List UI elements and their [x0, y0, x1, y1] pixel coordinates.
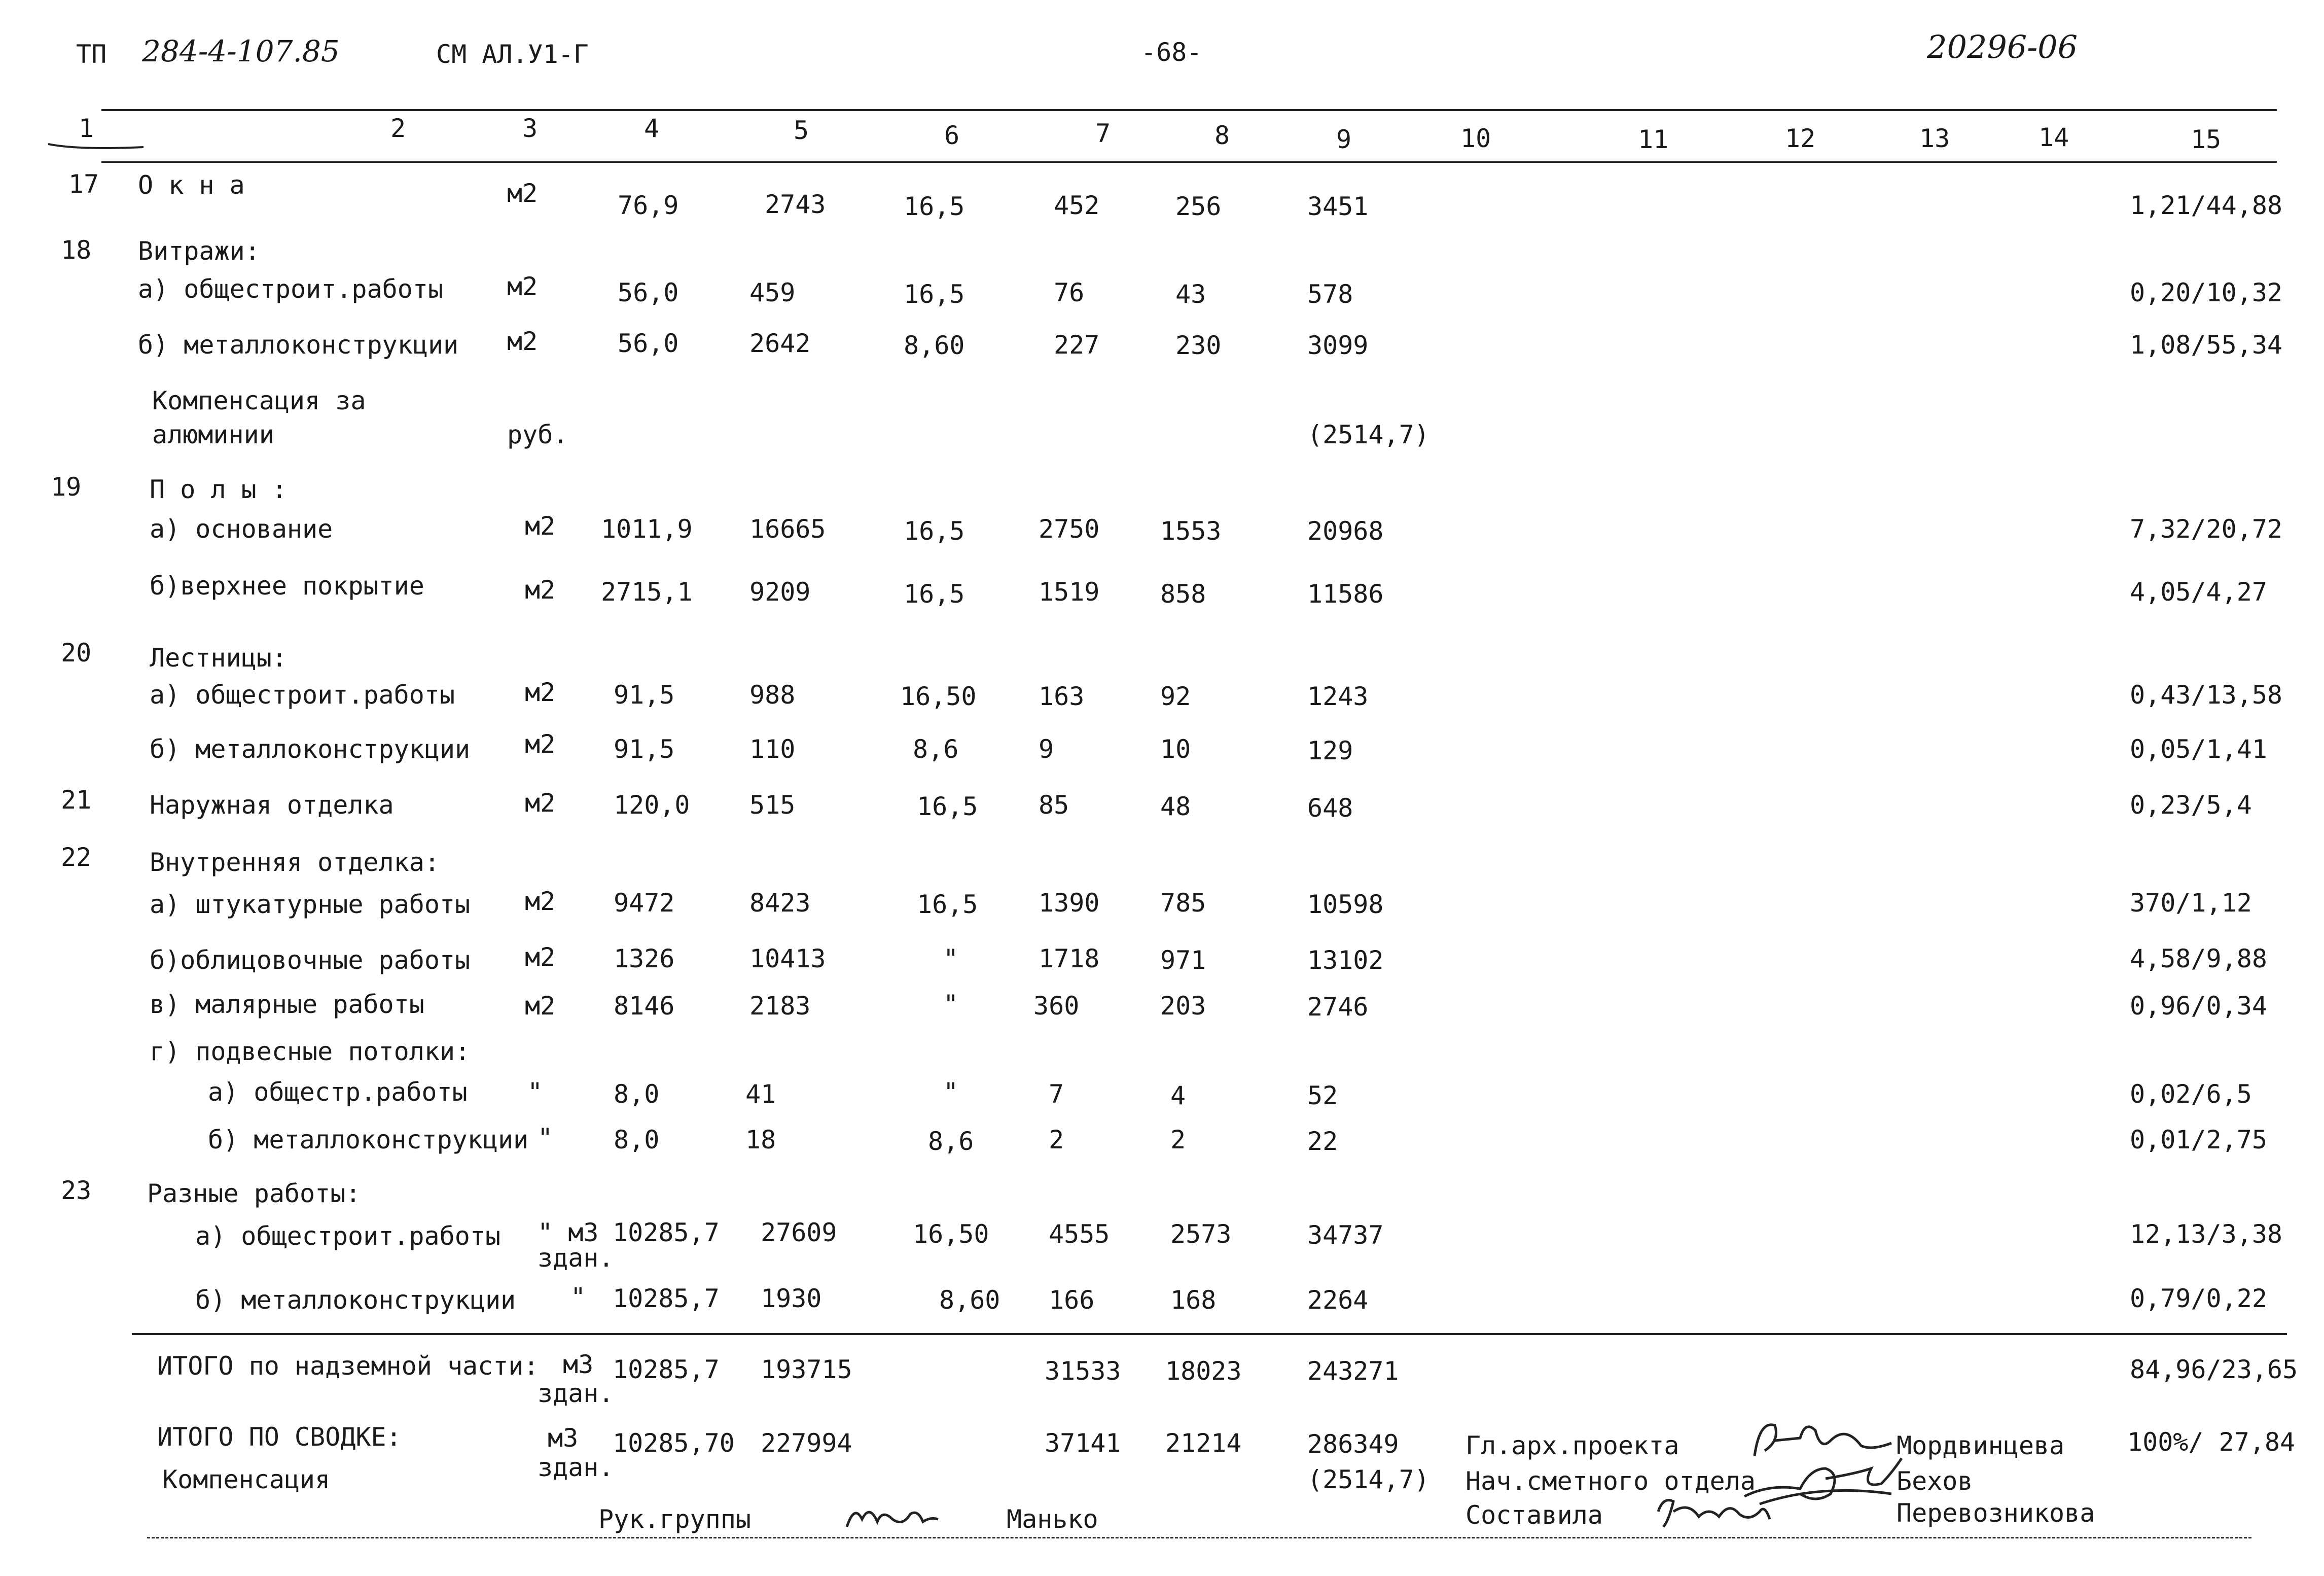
- col-header-7: 7: [1095, 119, 1111, 148]
- group-head-name: Манько: [1007, 1504, 1098, 1534]
- cell-col6: 8,6: [928, 1127, 974, 1156]
- cell-col7: 227: [1054, 330, 1100, 360]
- row-unit: м2: [525, 887, 556, 916]
- header-tp-number: 284-4-107.85: [142, 34, 340, 68]
- cell-col5: 41: [745, 1079, 776, 1109]
- col-header-4: 4: [644, 114, 660, 143]
- cell-col7: 4555: [1049, 1219, 1110, 1249]
- col-header-8: 8: [1214, 121, 1230, 150]
- header-tp: ТП: [76, 40, 107, 69]
- cell-col4: 10285,7: [613, 1284, 720, 1313]
- cell-col8: 2573: [1170, 1219, 1232, 1249]
- cell-col8: 230: [1175, 331, 1222, 360]
- row-unit-line2: здан.: [538, 1243, 614, 1273]
- cell-col15: 0,02/6,5: [2130, 1079, 2252, 1109]
- row-name: а) основание: [150, 514, 333, 544]
- row-number: 19: [51, 472, 82, 502]
- cell-col5: 110: [749, 734, 796, 764]
- cell-col6: 16,5: [904, 279, 965, 309]
- row-name: Лестницы:: [150, 643, 287, 673]
- cell-col5: 227994: [761, 1428, 852, 1458]
- cell-col9: 22: [1307, 1127, 1338, 1156]
- cell-col9: 648: [1307, 793, 1353, 823]
- header-bottom-rule: [101, 161, 2277, 163]
- row-name: а) штукатурные работы: [150, 890, 471, 919]
- cell-col7: 76: [1054, 278, 1085, 307]
- cell-col15: 370/1,12: [2130, 888, 2252, 918]
- cell-col4: 91,5: [614, 680, 675, 710]
- chief-architect-role: Гл.арх.проекта: [1465, 1431, 1679, 1460]
- cell-col8: 48: [1160, 792, 1191, 821]
- cell-col7: 31533: [1045, 1356, 1121, 1386]
- cell-col8: 2: [1170, 1125, 1186, 1154]
- row-name: б) металлоконструкции: [150, 734, 471, 764]
- cell-col9: 11586: [1307, 579, 1384, 609]
- cell-col4: 1326: [614, 944, 675, 973]
- cell-col5: 459: [749, 278, 796, 307]
- cell-col7: 166: [1049, 1285, 1095, 1315]
- cell-col7: 9: [1039, 734, 1054, 764]
- cell-col9: 13102: [1307, 945, 1384, 975]
- cell-col8: 785: [1160, 888, 1206, 918]
- row-unit: ": [527, 1077, 543, 1107]
- totals-rule: [132, 1333, 2287, 1335]
- cell-col7: 2750: [1039, 514, 1100, 544]
- col-header-1: 1: [79, 114, 94, 143]
- page-number: -68-: [1141, 38, 1202, 67]
- cell-col4: 56,0: [618, 329, 679, 358]
- cell-col7: 452: [1054, 191, 1100, 220]
- col-header-15: 15: [2191, 125, 2222, 154]
- row-name-line1: Компенсация за: [152, 386, 366, 415]
- cell-col5: 2743: [765, 190, 826, 219]
- cell-col7: 85: [1039, 790, 1069, 820]
- cell-col6: 16,5: [904, 516, 965, 546]
- col-header-5: 5: [794, 116, 809, 145]
- cell-col9: 129: [1307, 736, 1353, 765]
- cell-col7: 163: [1039, 682, 1085, 711]
- row-unit: м2: [507, 179, 538, 208]
- row-unit: м2: [507, 272, 538, 301]
- row-unit: м2: [525, 942, 556, 972]
- row-name: ИТОГО по надземной части:: [157, 1351, 539, 1381]
- chief-architect-name: Мордвинцева: [1897, 1431, 2065, 1460]
- row-unit-line2: здан.: [538, 1453, 614, 1482]
- row-name: П о л ы :: [150, 475, 287, 504]
- cell-col8: 168: [1170, 1285, 1217, 1315]
- cell-col6: 16,5: [904, 579, 965, 609]
- cell-col5: 1930: [761, 1284, 822, 1313]
- cell-col8: 203: [1160, 991, 1206, 1021]
- cell-col6: ": [943, 990, 959, 1019]
- compiled-role: Составила: [1465, 1500, 1603, 1530]
- col-header-12: 12: [1785, 124, 1816, 153]
- cell-col7: 1718: [1039, 944, 1100, 973]
- cell-col15: 0,20/10,32: [2130, 278, 2283, 307]
- row-name: б) металлоконструкции: [195, 1285, 516, 1315]
- row-name: а) общестроит.работы: [195, 1221, 501, 1251]
- col-header-3: 3: [522, 114, 538, 143]
- cell-col6: 16,50: [913, 1219, 989, 1249]
- cell-col15: 0,01/2,75: [2130, 1125, 2267, 1154]
- cell-col5: 10413: [749, 944, 826, 973]
- cell-col8: 858: [1160, 579, 1206, 609]
- cell-col4: 120,0: [614, 790, 690, 820]
- col-header-6: 6: [944, 121, 960, 150]
- cell-col15: 1,08/55,34: [2130, 330, 2283, 360]
- document-number: 20296-06: [1927, 28, 2078, 65]
- col-header-10: 10: [1460, 124, 1491, 153]
- cell-col6: ": [943, 944, 959, 973]
- cell-col15: 0,96/0,34: [2130, 991, 2267, 1021]
- row-unit: " м3: [538, 1218, 599, 1247]
- row-unit: м2: [525, 991, 556, 1021]
- cell-col15: 84,96/23,65: [2130, 1355, 2298, 1384]
- cell-col6: 8,60: [939, 1285, 1000, 1315]
- cell-col4: 8,0: [614, 1079, 660, 1109]
- cell-col9: 20968: [1307, 516, 1384, 546]
- cell-col4: 10285,70: [613, 1428, 735, 1458]
- row-name: Компенсация: [162, 1465, 331, 1494]
- cell-col7: 2: [1049, 1125, 1064, 1154]
- row-name: б)верхнее покрытие: [150, 571, 424, 601]
- row-unit: м3: [548, 1423, 579, 1453]
- row-name: О к н а: [138, 170, 245, 200]
- cell-col9: 52: [1307, 1081, 1338, 1110]
- cell-col9: 34737: [1307, 1220, 1384, 1250]
- cell-col7: 1519: [1039, 577, 1100, 607]
- cell-col6: 16,50: [900, 682, 977, 711]
- cell-col8: 21214: [1165, 1428, 1242, 1458]
- cell-col4: 9472: [614, 888, 675, 918]
- cell-col4: 10285,7: [613, 1218, 720, 1247]
- cell-col15: 0,79/0,22: [2130, 1284, 2267, 1313]
- cell-col9: 2264: [1307, 1285, 1369, 1315]
- row-name: ИТОГО ПО СВОДКЕ:: [157, 1422, 402, 1452]
- row-unit: ": [538, 1123, 553, 1152]
- cell-col15: 0,05/1,41: [2130, 734, 2267, 764]
- col-header-14: 14: [2039, 123, 2069, 152]
- cell-col6: 16,5: [904, 192, 965, 221]
- cell-col6: 8,60: [904, 331, 965, 360]
- cell-col4: 56,0: [618, 278, 679, 307]
- row-name: б) металлоконструкции: [138, 330, 459, 360]
- row-name-line2: алюминии: [152, 420, 274, 449]
- cell-col8: 971: [1160, 945, 1206, 975]
- group-head-role: Рук.группы: [598, 1504, 752, 1534]
- cell-col9: 10598: [1307, 890, 1384, 919]
- cell-col4: 8,0: [614, 1125, 660, 1154]
- cell-col9: 3451: [1307, 192, 1369, 221]
- row-name: г) подвесные потолки:: [150, 1037, 471, 1066]
- cell-col9: 3099: [1307, 331, 1369, 360]
- cell-col5: 16665: [749, 514, 826, 544]
- cell-col9: 1243: [1307, 682, 1369, 711]
- cell-col5: 2642: [749, 329, 811, 358]
- cell-col5: 988: [749, 680, 796, 710]
- cell-col4: 8146: [614, 991, 675, 1021]
- cell-col5: 8423: [749, 888, 811, 918]
- col-header-9: 9: [1336, 125, 1352, 154]
- cell-col6: 16,5: [917, 792, 978, 821]
- group-head-signature: [842, 1499, 943, 1534]
- cell-col7: 37141: [1045, 1428, 1121, 1458]
- row-unit: руб.: [507, 420, 568, 449]
- cell-col15: 0,23/5,4: [2130, 790, 2252, 820]
- cell-col4: 10285,7: [613, 1355, 720, 1384]
- row-name: а) общестр.работы: [208, 1077, 468, 1107]
- cell-col5: 2183: [749, 991, 811, 1021]
- row-unit: м2: [525, 511, 556, 541]
- col-header-13: 13: [1919, 124, 1950, 153]
- cell-col8: 1553: [1160, 516, 1222, 546]
- col-header-2: 2: [390, 114, 406, 143]
- row-name: Внутренняя отделка:: [150, 848, 440, 877]
- header-top-rule: [101, 109, 2277, 111]
- row-unit: м2: [525, 575, 556, 605]
- row-name: Витражи:: [138, 236, 260, 266]
- row-name: а) общестроит.работы: [150, 680, 455, 710]
- row-name: б)облицовочные работы: [150, 945, 471, 975]
- cell-col5: 515: [749, 790, 796, 820]
- compiled-name: Перевозникова: [1897, 1498, 2095, 1528]
- estimate-head-role: Нач.сметного отдела: [1465, 1466, 1756, 1496]
- row-name: в) малярные работы: [150, 990, 424, 1019]
- cell-col4: 1011,9: [601, 514, 693, 544]
- cell-col8: 10: [1160, 734, 1191, 764]
- cell-col9: (2514,7): [1307, 420, 1429, 449]
- row-number: 17: [68, 169, 99, 199]
- cell-col4: 91,5: [614, 734, 675, 764]
- row-unit: ": [570, 1282, 586, 1312]
- cell-col8: 256: [1175, 192, 1222, 221]
- row-unit: м2: [507, 327, 538, 356]
- compiled-signature: [1653, 1491, 1775, 1532]
- cell-col7: 360: [1033, 991, 1080, 1021]
- cell-col4: 76,9: [618, 191, 679, 220]
- row-name: Наружная отделка: [150, 790, 394, 820]
- row-number: 23: [61, 1176, 92, 1205]
- cell-col15: 4,58/9,88: [2130, 944, 2267, 973]
- cell-col15: 7,32/20,72: [2130, 514, 2283, 544]
- cell-col9: (2514,7): [1307, 1465, 1429, 1494]
- row-number: 20: [61, 638, 92, 668]
- row-unit: м3: [563, 1350, 594, 1379]
- header-sheet-code: СМ АЛ.У1-Г: [436, 40, 589, 69]
- row-name: б) металлоконструкции: [208, 1125, 529, 1154]
- cell-col9: 286349: [1307, 1429, 1399, 1459]
- bottom-rule: [147, 1537, 2251, 1538]
- row-unit: м2: [525, 788, 556, 818]
- cell-col8: 43: [1175, 279, 1206, 309]
- cell-col5: 193715: [761, 1355, 852, 1384]
- cell-col15: 1,21/44,88: [2130, 191, 2283, 220]
- cell-col15: 100%/ 27,84: [2127, 1427, 2296, 1457]
- cell-col15: 0,43/13,58: [2130, 680, 2283, 710]
- estimate-head-name: Бехов: [1897, 1466, 1973, 1496]
- row-unit: м2: [525, 678, 556, 707]
- cell-col7: 1390: [1039, 888, 1100, 918]
- cell-col6: 16,5: [917, 890, 978, 919]
- cell-col15: 12,13/3,38: [2130, 1219, 2283, 1249]
- row-number: 18: [61, 235, 92, 265]
- header-swoosh: [48, 137, 145, 152]
- cell-col5: 9209: [749, 577, 811, 607]
- cell-col9: 243271: [1307, 1356, 1399, 1386]
- col-header-11: 11: [1638, 125, 1669, 154]
- cell-col6: 8,6: [913, 734, 959, 764]
- row-number: 22: [61, 843, 92, 872]
- cell-col8: 4: [1170, 1081, 1186, 1110]
- cell-col7: 7: [1049, 1079, 1064, 1109]
- cell-col4: 2715,1: [601, 577, 693, 607]
- cell-col6: ": [943, 1077, 959, 1107]
- row-name: а) общестроит.работы: [138, 274, 444, 304]
- cell-col8: 18023: [1165, 1356, 1242, 1386]
- row-number: 21: [61, 785, 92, 815]
- cell-col5: 27609: [761, 1218, 837, 1247]
- row-unit-line2: здан.: [538, 1379, 614, 1408]
- cell-col8: 92: [1160, 682, 1191, 711]
- cell-col9: 578: [1307, 279, 1353, 309]
- cell-col5: 18: [745, 1125, 776, 1154]
- cell-col9: 2746: [1307, 992, 1369, 1022]
- row-unit: м2: [525, 729, 556, 759]
- cell-col15: 4,05/4,27: [2130, 577, 2267, 607]
- row-name: Разные работы:: [147, 1179, 361, 1208]
